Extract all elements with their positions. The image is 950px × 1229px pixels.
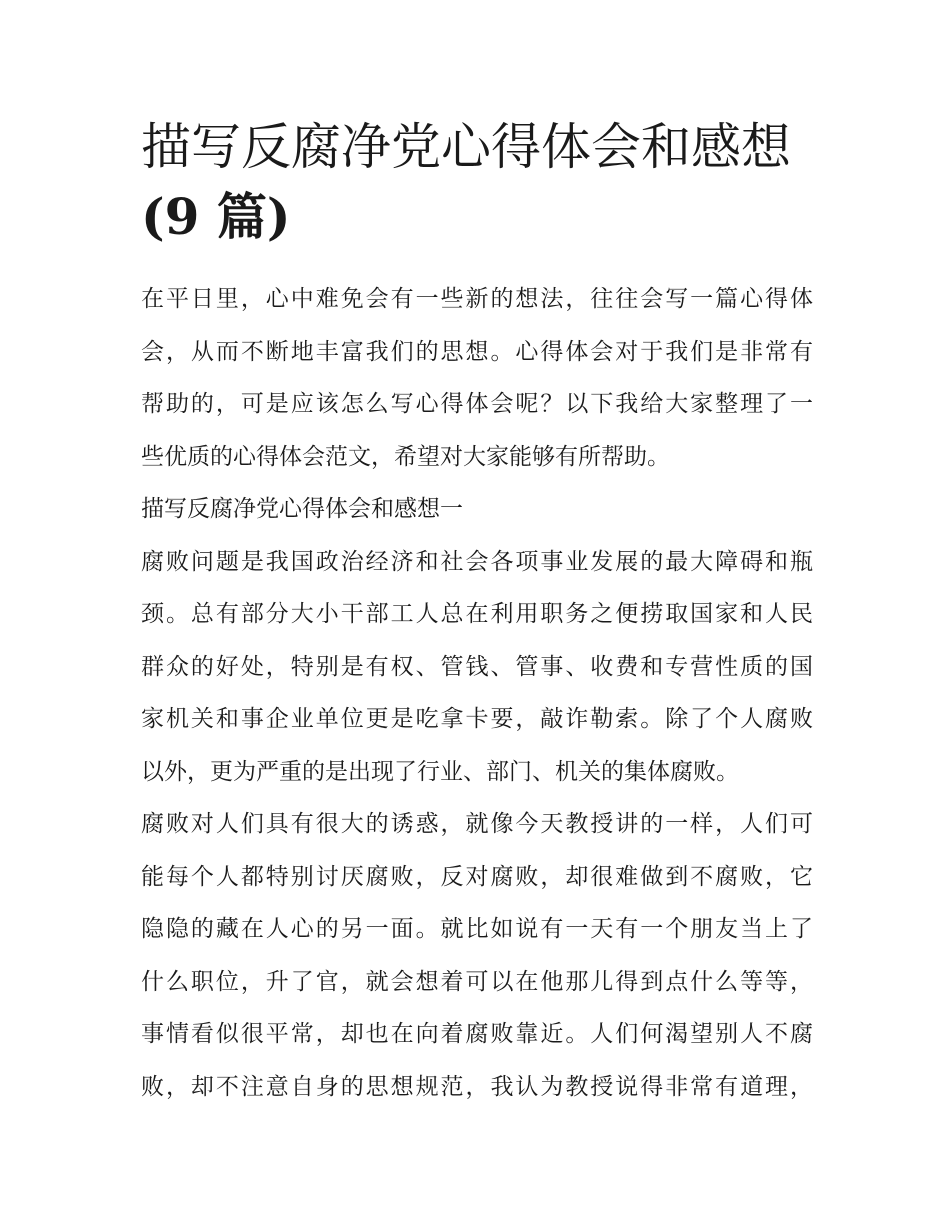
text-line: 隐隐的藏在人心的另一面。就比如说有一天有一个朋友当上了: [141, 916, 813, 942]
section-heading-text: 描写反腐净党心得体会和感想一: [141, 496, 463, 522]
section-heading: [141, 483, 813, 536]
text-line: 腐败问题是我国政治经济和社会各项事业发展的最大障碍和瓶: [141, 548, 813, 575]
body-paragraph: [141, 536, 813, 799]
title-line: (9 篇): [141, 187, 291, 246]
text-line: 能每个人都特别讨厌腐败，反对腐败，却很难做到不腐败，它: [141, 863, 813, 890]
text-line: 败，却不注意自身的思想规范，我认为教授说得非常有道理，: [141, 1073, 813, 1100]
text-line: 事情看似很平常，却也在向着腐败靠近。人们何渴望别人不腐: [141, 1021, 813, 1047]
text-line: 以外，更为严重的是出现了行业、部门、机关的集体腐败。: [141, 758, 739, 785]
document-title: [141, 112, 813, 252]
text-line: 什么职位，升了官，就会想着可以在他那儿得到点什么等等，: [141, 968, 813, 995]
document-body: [141, 273, 813, 1113]
text-line: 家机关和事企业单位更是吃拿卡要，敲诈勒索。除了个人腐败: [141, 706, 813, 732]
text-line: 在平日里，心中难免会有一些新的想法，往往会写一篇心得体: [141, 286, 813, 312]
text-line: 颈。总有部分大小干部工人总在利用职务之便捞取国家和人民: [141, 601, 813, 627]
text-line: 腐败对人们具有很大的诱惑，就像今天教授讲的一样，人们可: [141, 811, 813, 837]
text-line: 群众的好处，特别是有权、管钱、管事、收费和专营性质的国: [141, 653, 813, 680]
intro-paragraph: [141, 273, 813, 483]
text-line: 帮助的，可是应该怎么写心得体会呢？以下我给大家整理了一: [141, 391, 813, 417]
text-line: 些优质的心得体会范文，希望对大家能够有所帮助。: [141, 443, 670, 470]
body-paragraph: [141, 798, 813, 1113]
text-line: 会，从而不断地丰富我们的思想。心得体会对于我们是非常有: [141, 338, 813, 365]
title-line: 描写反腐净党心得体会和感想: [141, 118, 791, 176]
